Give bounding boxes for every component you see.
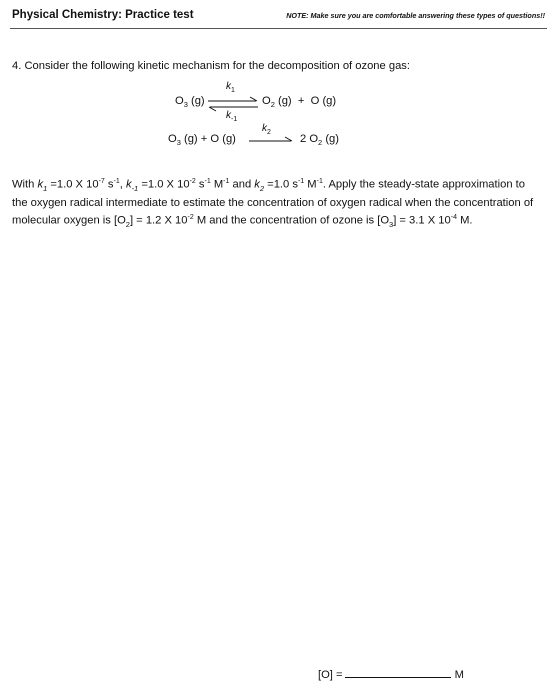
answer-blank[interactable] (345, 667, 451, 678)
page-title: Physical Chemistry: Practice test (12, 9, 194, 21)
step1-products: $O_2$ (g) + O (g) (262, 95, 337, 110)
header-divider (10, 28, 547, 29)
answer-line (318, 667, 464, 681)
header-note: NOTE: Make sure you are comfortable answering these types of questions!! (286, 11, 545, 20)
step1-reverse-rate-constant: $k_{-1}$ (226, 110, 238, 123)
answer-label: [O] = (318, 669, 343, 681)
answer-unit: M (454, 669, 464, 681)
problem-paragraph: With $k_1 =1.0$ X $10^{-7}$ $s^{-1}$, $k_{-1} =1.0$ X $10^{-2}$ $s^{-1}$ $M^{-1}$ and $k_2 =1.0$ $s^{-1}$ $M^{-1}$. Apply the steady-state approximation to the oxygen radical intermediate to estimate the concentration of oxygen radical when the concentration of molecular oxygen is $[O_2] = 1.2$ X $10^{-2}$ M and the concentration of ozone is $[O_3] = 3.1$ X $10^{-4}$ M. (12, 178, 534, 229)
step2-product: 2 $O_2$ (g) (300, 133, 339, 148)
step1-forward-rate-constant: $k_1$ (226, 81, 235, 94)
step1-reactant: $O_3$ (g) (175, 95, 205, 110)
step2-rate-constant: $k_2$ (262, 123, 271, 136)
step2-reactants: $O_3$ (g) + O (g) (168, 133, 236, 148)
forward-arrow-icon (247, 135, 295, 147)
question-text: 4. Consider the following kinetic mechanism for the decomposition of ozone gas: (12, 60, 410, 72)
